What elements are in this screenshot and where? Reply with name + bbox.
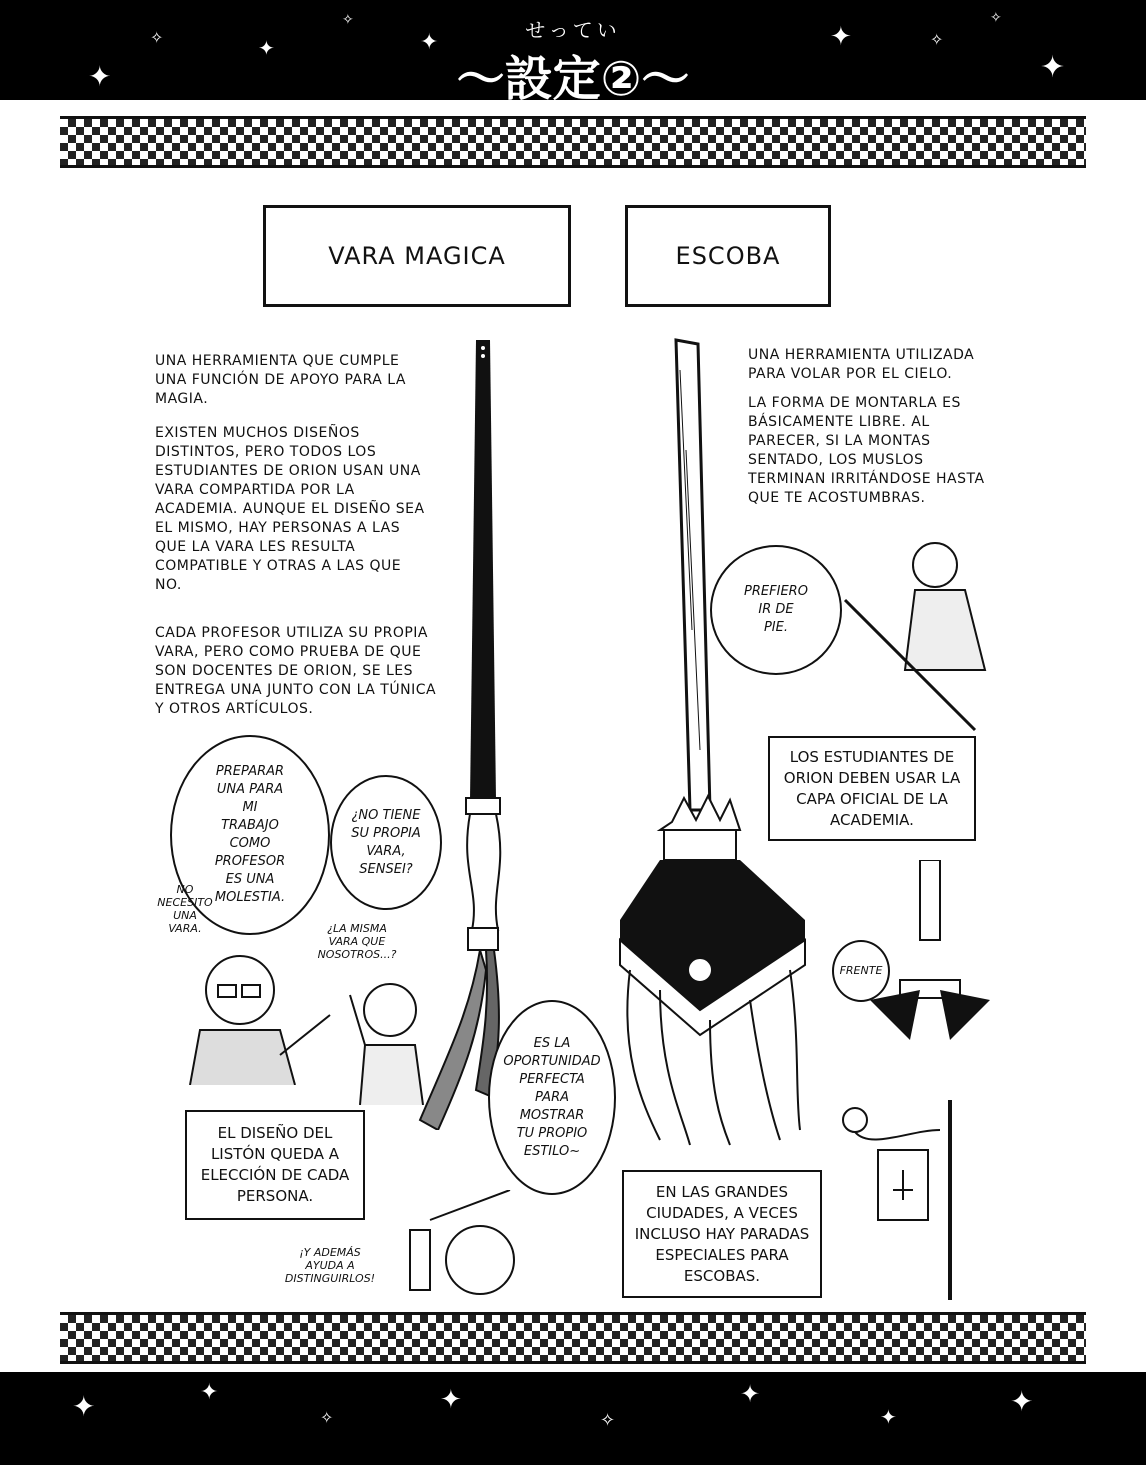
caption-paradas: EN LAS GRANDES CIUDADES, A VECES INCLUSO HAY PARADAS ESPECIALES PARA ESCOBAS.	[622, 1170, 822, 1298]
broom-text-riding: LA FORMA DE MONTARLA ES BÁSICAMENTE LIBRE. AL PARECER, SI LA MONTAS SENTADO, LOS MUSLOS TERMINAN IRRITÁNDOSE HASTA QUE TE ACOSTUMBRAS.	[748, 395, 985, 506]
girl-illustration	[400, 1190, 570, 1300]
star-icon: ✦	[1040, 50, 1066, 85]
wand-text-intro: UNA HERRAMIENTA QUE CUMPLE UNA FUNCIÓN DE APOYO PARA LA MAGIA.	[155, 353, 406, 407]
speech-bubble-prefiero: PREFIERO IR DE PIE.	[710, 545, 842, 675]
star-icon: ✧	[930, 30, 944, 49]
checker-border-top	[60, 116, 1086, 168]
star-icon: ✧	[320, 1408, 334, 1427]
star-icon: ✦	[1010, 1385, 1034, 1418]
speech-bubble-oportunidad: ES LA OPORTUNIDAD PERFECTA PARA MOSTRAR TU PROPIO ESTILO~	[488, 1000, 616, 1195]
speech-bubble-preparar: PREPARAR UNA PARA MI TRABAJO COMO PROFESOR ES UNA MOLESTIA.	[170, 735, 330, 935]
wand-title: VARA MAGICA	[328, 242, 506, 270]
note-no-necesito: NO NECESITO UNA VARA.	[157, 883, 213, 935]
flying-student-illustration	[835, 520, 1005, 740]
star-icon: ✦	[880, 1405, 897, 1429]
wand-text-professor: CADA PROFESOR UTILIZA SU PROPIA VARA, PERO COMO PRUEBA DE QUE SON DOCENTES DE ORION, SE LES ENTREGA UNA JUNTO CON LA TÚNICA Y OTROS ARTÍCULOS.	[155, 625, 437, 717]
star-icon: ✦	[258, 36, 275, 60]
star-icon: ✦	[740, 1380, 761, 1408]
star-icon: ✧	[150, 28, 164, 47]
wand-text-design: EXISTEN MUCHOS DISEÑOS DISTINTOS, PERO TODOS LOS ESTUDIANTES DE ORION USAN UNA VARA COMPARTIDA POR LA ACADEMIA. AUNQUE EL DISEÑO SEA EL MISMO, HAY PERSONAS A LAS QUE LA VARA LES RESULTA COMPATIBLE Y OTRAS A LAS QUE NO.	[155, 425, 425, 593]
footer-band	[0, 1372, 1146, 1465]
star-icon: ✦	[72, 1390, 96, 1423]
page-title: 〜設定②〜	[456, 51, 690, 107]
broom-title-box	[625, 205, 831, 307]
title-ruby: せってい	[525, 18, 621, 42]
star-icon: ✦	[200, 1380, 219, 1405]
speech-bubble-no-tiene: ¿NO TIENE SU PROPIA VARA, SENSEI?	[330, 775, 442, 910]
note-misma-vara: ¿LA MISMA VARA QUE NOSOTROS...?	[317, 922, 397, 961]
star-icon: ✧	[342, 12, 354, 28]
star-icon: ✦	[420, 30, 439, 55]
star-icon: ✦	[830, 22, 852, 52]
note-distinguirlos: ¡Y ADEMÁS AYUDA A DISTINGUIRLOS!	[284, 1246, 376, 1285]
star-icon: ✧	[600, 1410, 616, 1431]
broom-front-illustration	[860, 860, 1000, 1050]
star-icon: ✦	[440, 1385, 462, 1415]
student-illustration	[345, 975, 435, 1105]
teacher-illustration	[180, 945, 340, 1085]
checker-border-bottom	[60, 1312, 1086, 1364]
wand-title-box	[263, 205, 571, 307]
speech-bubble-frente: FRENTE	[832, 940, 890, 1002]
star-icon: ✦	[88, 60, 112, 93]
caption-capa-oficial: LOS ESTUDIANTES DE ORION DEBEN USAR LA CAPA OFICIAL DE LA ACADEMIA.	[768, 736, 976, 841]
broom-title: ESCOBA	[675, 242, 781, 270]
caption-liston: EL DISEÑO DEL LISTÓN QUEDA A ELECCIÓN DE CADA PERSONA.	[185, 1110, 365, 1220]
broom-stop-sign-illustration	[830, 1090, 1010, 1300]
page-header	[0, 0, 1146, 107]
star-icon: ✧	[990, 10, 1002, 26]
broom-text-intro: UNA HERRAMIENTA UTILIZADA PARA VOLAR POR EL CIELO.	[748, 347, 975, 382]
